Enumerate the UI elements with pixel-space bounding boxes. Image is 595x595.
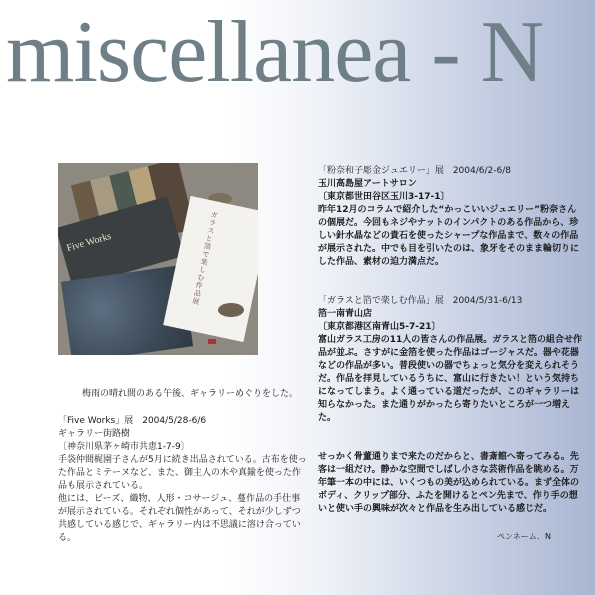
exhibit-venue: 箔一南青山店 [318,309,373,319]
right-column [318,165,583,516]
photo-white-card-text: ガラスと箔で楽しむ作品展 [191,210,219,307]
photo-caption: 梅雨の晴れ間のある午後、ギャラリーめぐりをした。 [82,389,299,399]
exhibit-venue: 玉川高島屋アートサロン [318,179,417,189]
photo-stone [218,303,244,317]
exhibit-body: 手袋仲間梶園子さんが5月に続き出品されている。古布を使った作品とミテーヌなど、また、御主人の木や真鍮を使った作品も展示されている。 [58,455,307,491]
exhibit-title: 「ガラスと箔で楽しむ作品」展 2004/5/31-6/13 [318,296,523,306]
exhibit-title: 「粉奈和子彫金ジュエリー」展 2004/6/2-6/8 [318,166,511,176]
left-column [58,415,308,545]
photo-red-mark [208,339,216,344]
masthead-title: miscellanea - N [6,4,544,101]
exhibit-title: 「Five Works」展 2004/5/28-6/6 [58,416,207,426]
exhibit-address: 〔東京都港区南青山5-7-21〕 [318,322,441,332]
exhibit-address: 〔東京都世田谷区玉川3-17-1〕 [318,192,450,202]
photo-brand-text: Five Works [65,230,113,255]
signature: ペンネーム．N [497,532,551,541]
exhibit-body: せっかく骨董通りまで来たのだからと、書斎館へ寄ってみる。先客は一組だけ。静かな空間でしばし小さな芸術作品を眺める。万年筆一本の中には、いくつもの美が込められている。まず全体のボディ、クリップ部分、ふたを開けるとペン先まで、作り手の想いと使い手の興味が次々と作品を生み出している感じだ。 [318,452,580,514]
exhibit-address: 〔神奈川県茅ヶ崎市共恵1-7-9〕 [58,442,190,452]
exhibit-body: 富山ガラス工房の11人の皆さんの作品展。ガラスと箔の組合せ作品が並ぶ。さすがに金箔を使った作品はゴージャスだ。器や花器などの作品が多い。普段使いの器でちょっと気分を変えられそうだ。作品を拝見しているうちに、富山に行きたい！という気持ちになってしまう。よく通っている道だったが、このギャラリーは知らなかった。また通りがかったら寄りたいところが一つ増えた。 [318,335,582,423]
exhibition-photo [58,163,258,355]
exhibit-venue: ギャラリー街路樹 [58,429,131,439]
exhibit-body: 昨年12月のコラムで紹介した“かっこいいジュエリー”粉奈さんの個展だ。今回もネジやナットのインパクトのある作品から、珍しい針水晶などの貴石を使ったシャープな作品まで、数々の作品が展示された。中でも目を引いたのは、象牙をそのまま輪切りにした作品、素材の迫力満点だ。 [318,205,580,267]
exhibit-body: 他には、ビーズ、織物、人形・コサージュ、蔓作品の手仕事が展示されている。それぞれ個性があって、それが少しずつ共感している感じで、ギャラリー内は不思議に溶け合っている。 [58,494,301,543]
